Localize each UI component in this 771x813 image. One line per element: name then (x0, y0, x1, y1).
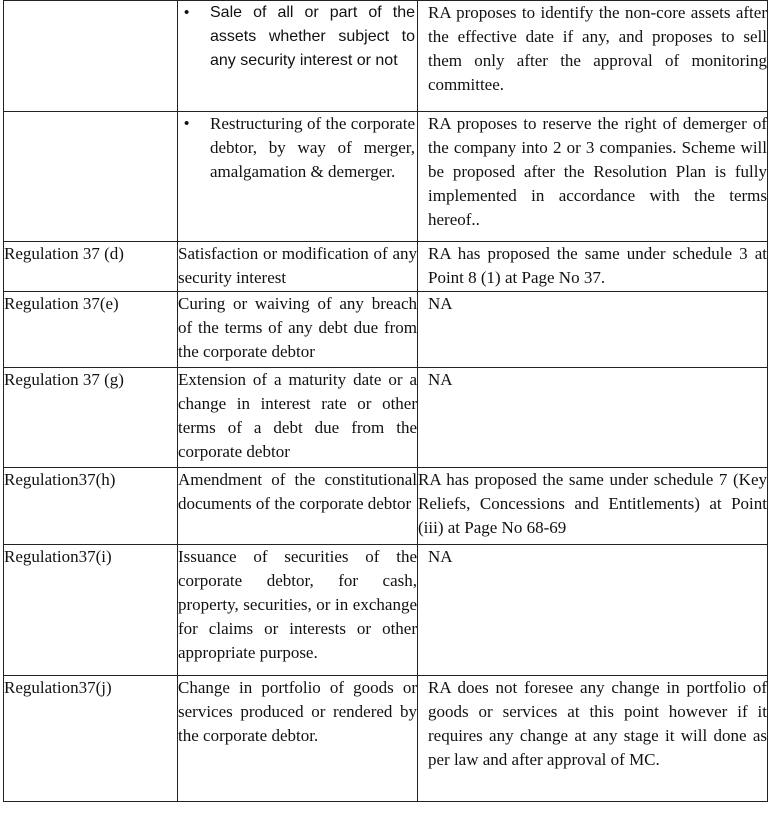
particular-cell: Curing or waiving of any breach of the terms of any debt due from the corporate debtor (178, 292, 418, 368)
bullet-icon: • (184, 115, 190, 132)
particular-cell: Change in portfolio of goods or services produced or rendered by the corporate debtor. (178, 676, 418, 802)
particular-cell: Satisfaction or modification of any security interest (178, 242, 418, 292)
particular-cell: Amendment of the constitutional documents of the corporate debtor (178, 468, 418, 545)
table-row (4, 676, 768, 802)
relief-cell: RA has proposed the same under schedule 7 (Key Reliefs, Concessions and Entitlements) at Point (iii) at Page No 68-69 (418, 468, 768, 545)
table-row (4, 292, 768, 368)
particular-cell: Issuance of securities of the corporate debtor, for cash, property, securities, or in exchange for claims or interests or other appropriate purpose. (178, 545, 418, 676)
relief-cell: RA proposes to identify the non-core assets after the effective date if any, and proposes to sell them only after the approval of monitoring committee. (418, 1, 768, 112)
table-row (4, 112, 768, 242)
relief-cell: RA does not foresee any change in portfolio of goods or services at this point however if it requires any change at any stage it will done as per law and after approval of MC. (418, 676, 768, 802)
regulation-cell (4, 112, 178, 242)
regulation-table (3, 0, 768, 802)
regulation-cell: Regulation 37(e) (4, 292, 178, 368)
bullet-icon: • (184, 4, 190, 21)
regulation-cell: Regulation37(h) (4, 468, 178, 545)
relief-cell: RA proposes to reserve the right of demerger of the company into 2 or 3 companies. Scheme will be proposed after the Resolution Plan is fully implemented in accordance with the terms hereof.. (418, 112, 768, 242)
particular-cell (178, 1, 418, 112)
table-row (4, 1, 768, 112)
table-row (4, 242, 768, 292)
regulation-cell: Regulation37(j) (4, 676, 178, 802)
particular-text: Sale of all or part of the assets whether subject to any security interest or not (210, 4, 415, 69)
table-row (4, 368, 768, 468)
table-row (4, 545, 768, 676)
relief-cell: NA (418, 368, 768, 468)
relief-cell: NA (418, 292, 768, 368)
relief-cell: NA (418, 545, 768, 676)
particular-cell (178, 112, 418, 242)
regulation-cell (4, 1, 178, 112)
relief-cell: RA has proposed the same under schedule 3 at Point 8 (1) at Page No 37. (418, 242, 768, 292)
particular-text: Restructuring of the corporate debtor, by way of merger, amalgamation & demerger. (210, 114, 415, 181)
regulation-cell: Regulation 37 (d) (4, 242, 178, 292)
regulation-cell: Regulation 37 (g) (4, 368, 178, 468)
particular-cell: Extension of a maturity date or a change in interest rate or other terms of a debt due from the corporate debtor (178, 368, 418, 468)
table-row (4, 468, 768, 545)
regulation-cell: Regulation37(i) (4, 545, 178, 676)
